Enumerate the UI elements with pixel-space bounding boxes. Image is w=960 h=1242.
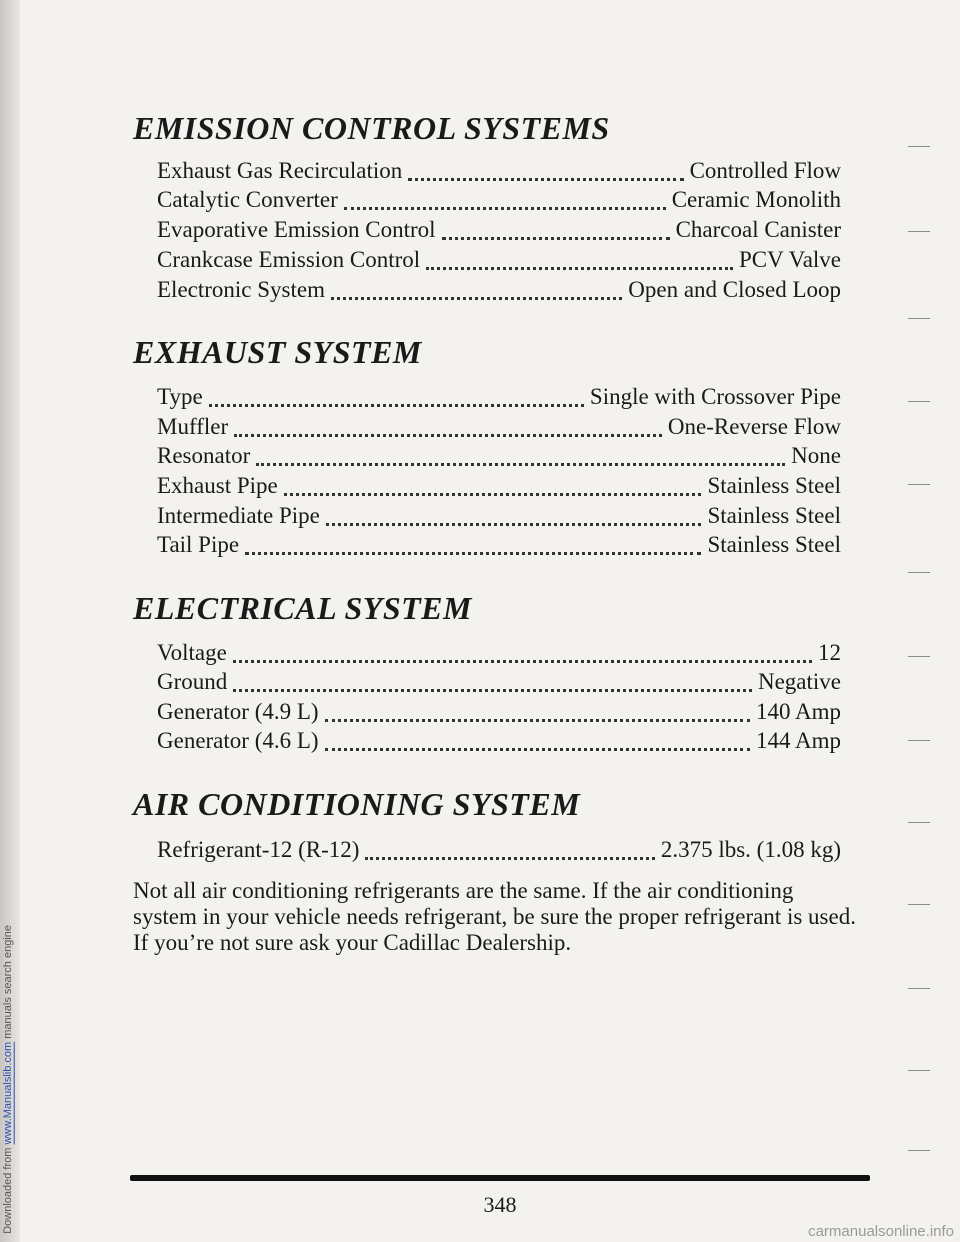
spec-row	[157, 217, 841, 247]
dot-leader	[331, 297, 622, 300]
dot-leader	[426, 267, 733, 270]
spec-value: 144 Amp	[756, 728, 841, 753]
dot-leader	[233, 689, 752, 692]
spec-row	[157, 473, 841, 503]
spec-label: Generator (4.9 L)	[157, 699, 319, 724]
spec-row	[157, 728, 841, 758]
spec-label: Electronic System	[157, 277, 325, 302]
spec-value: 2.375 lbs. (1.08 kg)	[660, 837, 841, 862]
spec-label: Tail Pipe	[157, 532, 240, 557]
spec-row	[157, 699, 841, 729]
edge-tick-marks	[900, 0, 960, 1242]
dot-leader	[442, 237, 670, 240]
spec-value: One-Reverse Flow	[667, 414, 841, 439]
spec-row	[157, 277, 841, 307]
spec-label: Resonator	[157, 443, 251, 468]
dot-leader	[326, 523, 702, 526]
dot-leader	[256, 463, 785, 466]
spec-label: Type	[157, 384, 203, 409]
dot-leader	[325, 719, 750, 722]
section-title-air-conditioning: AIR CONDITIONING SYSTEM	[133, 786, 581, 822]
spec-row	[157, 669, 841, 699]
spec-value: None	[791, 443, 841, 468]
dot-leader	[209, 404, 584, 407]
spec-label: Exhaust Pipe	[157, 473, 278, 498]
left-margin-strip	[0, 0, 20, 1242]
dot-leader	[325, 748, 750, 751]
dot-leader	[365, 857, 654, 860]
dot-leader	[234, 434, 662, 437]
spec-label: Ground	[157, 669, 228, 694]
spec-label: Intermediate Pipe	[157, 503, 320, 528]
spec-row	[157, 158, 841, 188]
spec-row	[157, 414, 841, 444]
refrigerant-note: Not all air conditioning refrigerants are the same. If the air conditioning system in your vehicle needs refrigerant, be sure the proper refrigerant is used. If you’re not sure ask your Cadillac Dealership.	[133, 878, 856, 955]
spec-label: Catalytic Converter	[157, 187, 338, 212]
download-note	[2, 925, 14, 1234]
spec-label: Voltage	[157, 640, 227, 665]
spec-value: Negative	[757, 669, 841, 694]
section-title-exhaust: EXHAUST SYSTEM	[133, 334, 422, 370]
watermark: carmanualsonline.info	[808, 1223, 954, 1240]
spec-value: Single with Crossover Pipe	[589, 384, 841, 409]
dot-leader	[284, 493, 702, 496]
spec-label: Refrigerant-12 (R-12)	[157, 837, 360, 862]
spec-value: PCV Valve	[738, 247, 841, 272]
spec-label: Crankcase Emission Control	[157, 247, 421, 272]
spec-value: 140 Amp	[756, 699, 841, 724]
spec-value: Controlled Flow	[689, 158, 841, 183]
spec-row	[157, 247, 841, 277]
dot-leader	[233, 660, 812, 663]
dot-leader	[408, 178, 683, 181]
spec-row	[157, 443, 841, 473]
spec-row	[157, 187, 841, 217]
section-title-emission: EMISSION CONTROL SYSTEMS	[133, 110, 610, 146]
spec-label: Exhaust Gas Recirculation	[157, 158, 403, 183]
dot-leader	[344, 207, 666, 210]
spec-row	[157, 532, 841, 562]
spec-value: Open and Closed Loop	[628, 277, 841, 302]
spec-value: Ceramic Monolith	[671, 187, 841, 212]
manualslib-link[interactable]: www.Manualslib.com	[2, 1042, 14, 1145]
spec-row	[157, 837, 841, 867]
spec-value: Charcoal Canister	[675, 217, 841, 242]
page-number: 348	[483, 1192, 517, 1217]
section-title-electrical: ELECTRICAL SYSTEM	[133, 590, 472, 626]
footer-rule	[130, 1175, 870, 1181]
spec-value: 12	[818, 640, 841, 665]
spec-value: Stainless Steel	[707, 473, 841, 498]
spec-label: Muffler	[157, 414, 229, 439]
download-note-prefix: Downloaded from	[2, 1147, 14, 1234]
spec-value: Stainless Steel	[707, 503, 841, 528]
dot-leader	[245, 552, 701, 555]
spec-row	[157, 503, 841, 533]
spec-value: Stainless Steel	[707, 532, 841, 557]
spec-label: Generator (4.6 L)	[157, 728, 319, 753]
spec-row	[157, 640, 841, 670]
spec-row	[157, 384, 841, 414]
spec-label: Evaporative Emission Control	[157, 217, 436, 242]
download-note-suffix: manuals search engine	[2, 925, 14, 1039]
